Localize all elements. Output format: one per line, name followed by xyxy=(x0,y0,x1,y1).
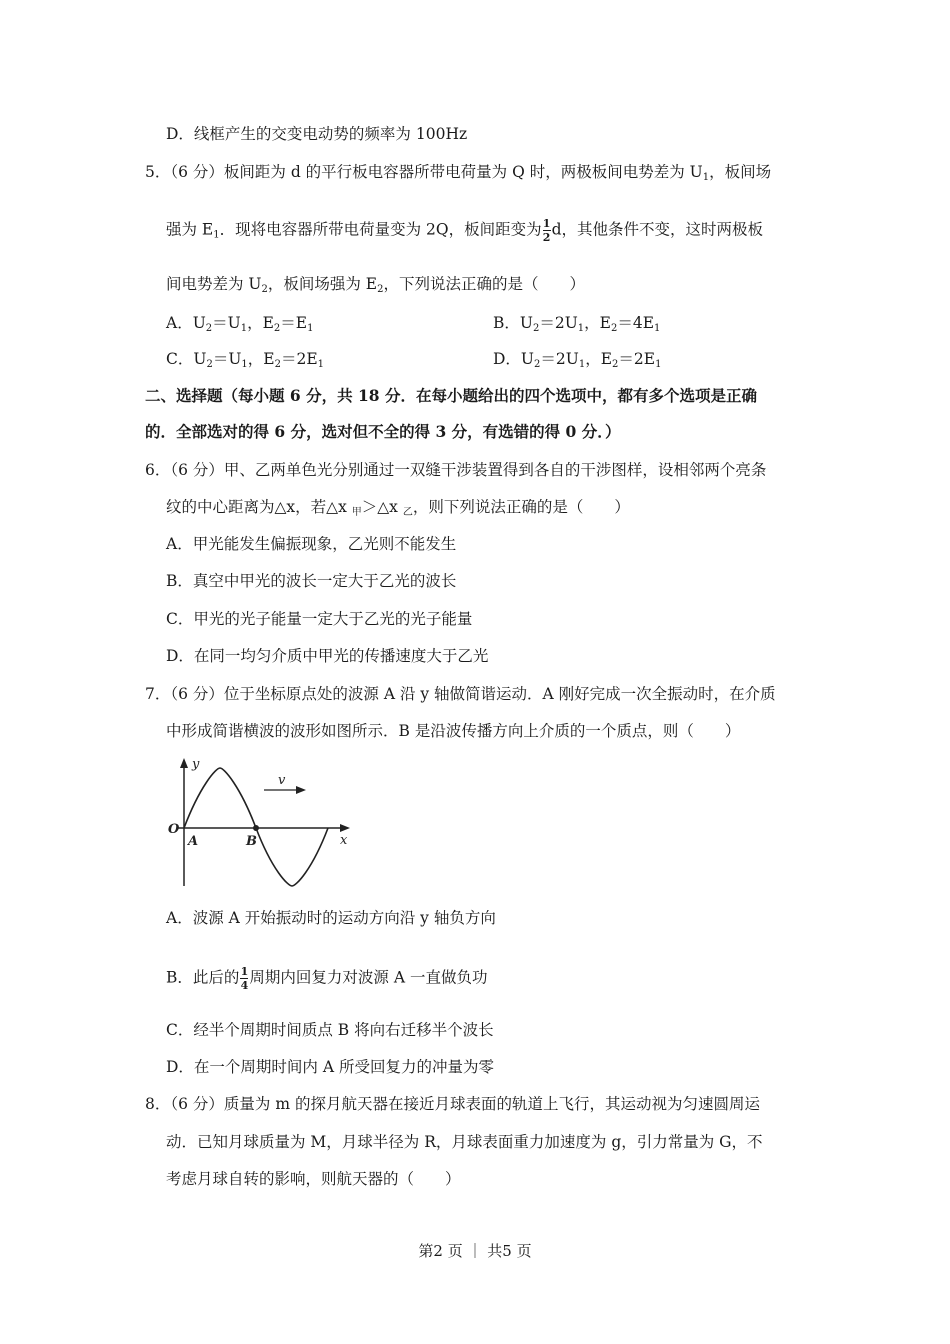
q7-option-a: A．波源 A 开始振动时的运动方向沿 y 轴负方向 xyxy=(166,909,496,927)
q6-option-a: A．甲光能发生偏振现象，乙光则不能发生 xyxy=(166,535,457,553)
page-footer: 第2 页 ｜ 共5 页 xyxy=(418,1242,532,1260)
point-b-label: B xyxy=(246,834,257,849)
q7-option-c: C．经半个周期时间质点 B 将向右迁移半个波长 xyxy=(166,1021,494,1039)
q7-wave-figure xyxy=(160,756,360,896)
q5-option-b: B．$U_2=2U_1$，$E_2=4E_1$ xyxy=(493,314,661,334)
y-label: y xyxy=(192,757,200,772)
q8-stem-line3: 考虑月球自转的影响，则航天器的（ ） xyxy=(166,1170,461,1188)
q5-fraction-half: $\frac{1}{2}$ xyxy=(542,217,551,244)
velocity-arrowhead xyxy=(296,786,306,794)
q5-stem-line2: 强为 $E_1$．现将电容器所带电荷量变为 2Q，板间距变为 $\frac{1}{2}$ d，其他条件不变，这时两极板 xyxy=(166,217,764,244)
x-label: x xyxy=(340,833,348,848)
q8-stem-line2: 动．已知月球质量为 M，月球半径为 R，月球表面重力加速度为 g，引力常量为 G，不 xyxy=(166,1133,763,1151)
q5-option-d: D．$U_2=2U_1$，$E_2=2E_1$ xyxy=(493,350,662,370)
q7-stem-line1: 7．（6 分）位于坐标原点处的波源 A 沿 y 轴做简谐运动．A 刚好完成一次全振动时，在介质 xyxy=(145,685,776,703)
q6-stem-line1: 6．（6 分）甲、乙两单色光分别通过一双缝干涉装置得到各自的干涉图样，设相邻两个亮条 xyxy=(145,461,767,479)
y-axis-arrow xyxy=(180,758,188,768)
q7-fraction-quarter: $\frac{1}{4}$ xyxy=(240,965,249,992)
q5-option-c: C．$U_2=U_1$，$E_2=2E_1$ xyxy=(166,350,325,370)
q6-stem-line2: 纹的中心距离为△x，若△x $_甲$＞△x $_乙$，则下列说法正确的是（ ） xyxy=(166,498,630,518)
origin-label: O xyxy=(168,822,180,837)
q5-stem-line3: 间电势差为 $U_2$，板间场强为 $E_2$，下列说法正确的是（ ） xyxy=(166,275,586,295)
q5-option-a: A．$U_2=U_1$，$E_2=E_1$ xyxy=(166,314,314,334)
q7-option-d: D．在一个周期时间内 A 所受回复力的冲量为零 xyxy=(166,1058,494,1076)
q8-stem-line1: 8．（6 分）质量为 m 的探月航天器在接近月球表面的轨道上飞行，其运动视为匀速圆周运 xyxy=(145,1095,760,1113)
q4-option-d: D．线框产生的交变电动势的频率为 100Hz xyxy=(166,125,468,143)
q5-stem-line1: 5．（6 分）板间距为 d 的平行板电容器所带电荷量为 Q 时，两极板间电势差为 $U_1$，板间场 xyxy=(145,163,772,183)
point-b-dot xyxy=(253,825,259,831)
point-a-label: A xyxy=(188,834,199,849)
q7-option-b: B．此后的 $\frac{1}{4}$ 周期内回复力对波源 A 一直做负功 xyxy=(166,965,488,992)
velocity-label: v xyxy=(278,773,286,788)
section2-heading-line1: 二、选择题（每小题 6 分，共 18 分．在每小题给出的四个选项中，都有多个选项是正确 xyxy=(145,386,757,405)
q6-option-c: C．甲光的光子能量一定大于乙光的光子能量 xyxy=(166,610,473,628)
section2-heading-line2: 的．全部选对的得 6 分，选对但不全的得 3 分，有选错的得 0 分．） xyxy=(145,422,621,441)
q6-option-d: D．在同一均匀介质中甲光的传播速度大于乙光 xyxy=(166,647,489,665)
q6-option-b: B．真空中甲光的波长一定大于乙光的波长 xyxy=(166,572,457,590)
x-axis-arrow xyxy=(340,824,350,832)
q7-stem-line2: 中形成简谐横波的波形如图所示．B 是沿波传播方向上介质的一个质点，则（ ） xyxy=(166,722,741,740)
